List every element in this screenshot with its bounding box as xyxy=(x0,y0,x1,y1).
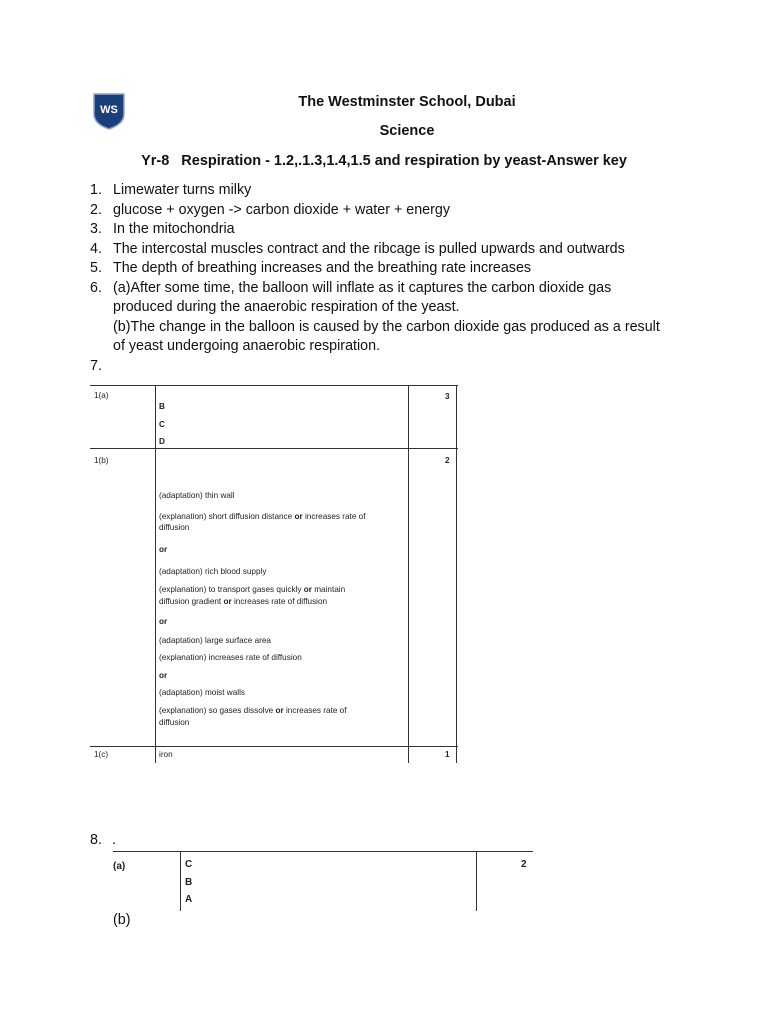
answer-list: 1. Limewater turns milky 2. glucose + oxygen -> carbon dioxide + water + energy 3. In the mitochondria 4. The intercostal muscles contract and the ribcage is pulled upwards and outwards 5. The depth of breathing increases and the breathing rate increases 6. (a)After some time, the balloon will inflate as it captures the carbon dioxide gas produced during the anaerobic respiration of the yeast. (b)The change in the balloon is caused by the carbon dioxide gas produced as a result of yeast undergoing anaerobic respiration. 7. xyxy=(90,181,670,357)
table-rule xyxy=(113,851,533,852)
question-label: 1(c) xyxy=(94,750,109,759)
answer-line: B xyxy=(159,402,165,411)
answer-line: (explanation) increases rate of diffusion xyxy=(159,653,302,662)
or-connector: or xyxy=(159,617,168,626)
answer-line: diffusion gradient or increases rate of diffusion xyxy=(159,597,328,606)
question-label: 1(a) xyxy=(94,391,109,400)
answer-line: (explanation) so gases dissolve or increases rate of xyxy=(159,706,347,715)
mark-scheme-table-q7 xyxy=(90,385,458,763)
question-number: 8. xyxy=(90,832,102,848)
school-name: The Westminster School, Dubai xyxy=(298,94,516,110)
table-rule xyxy=(90,385,458,386)
answer-line: D xyxy=(159,437,165,446)
sub-question-label: (b) xyxy=(113,912,131,928)
answer-line: iron xyxy=(159,750,173,759)
list-item: 3. In the mitochondria xyxy=(90,221,235,237)
list-item: 5. The depth of breathing increases and the breathing rate increases xyxy=(90,260,532,276)
answer-line: A xyxy=(185,894,193,905)
mark-scheme-table-q8 xyxy=(113,851,533,911)
question-label: (a) xyxy=(113,861,126,872)
question-label: 1(b) xyxy=(94,456,109,465)
or-connector: or xyxy=(159,545,168,554)
marks-value: 2 xyxy=(521,859,527,870)
document-title xyxy=(0,153,768,169)
question-dot: . xyxy=(112,832,116,848)
answer-line: (explanation) short diffusion distance or increases rate of xyxy=(159,512,366,521)
list-item: 1. Limewater turns milky xyxy=(90,182,252,198)
title-text: Respiration - 1.2,.1.3,1.4,1.5 and respiration by yeast-Answer key xyxy=(181,153,627,169)
answer-line: B xyxy=(185,877,193,888)
logo-text: WS xyxy=(100,104,118,116)
list-item: 4. The intercostal muscles contract and the ribcage is pulled upwards and outwards xyxy=(90,240,625,257)
list-item: 6. (a)After some time, the balloon will inflate as it captures the carbon dioxide gas produced during the anaerobic respiration of the yeast. xyxy=(90,279,612,315)
answer-line: diffusion xyxy=(159,718,190,727)
answer-line: C xyxy=(159,420,165,429)
answer-line: (explanation) to transport gases quickly or maintain xyxy=(159,585,346,594)
list-item: (b)The change in the balloon is caused by the carbon dioxide gas produced as a result of yeast undergoing anaerobic respiration. xyxy=(113,318,660,354)
table-rule xyxy=(90,746,458,747)
subject-heading: Science xyxy=(379,123,435,139)
answer-line: C xyxy=(185,859,193,870)
answer-line: (adaptation) large surface area xyxy=(159,636,271,645)
answer-line: (adaptation) moist walls xyxy=(159,688,246,697)
answer-line: (adaptation) rich blood supply xyxy=(159,567,267,576)
or-connector: or xyxy=(159,671,168,680)
list-item: 2. glucose + oxygen -> carbon dioxide + water + energy xyxy=(90,201,450,218)
marks-value: 1 xyxy=(445,750,450,759)
answer-line: diffusion xyxy=(159,523,190,532)
marks-value: 2 xyxy=(445,456,450,465)
marks-value: 3 xyxy=(445,392,450,401)
table-rule xyxy=(90,448,458,449)
table-rule xyxy=(456,385,457,763)
answer-line: (adaptation) thin wall xyxy=(159,491,235,500)
table-rule xyxy=(476,851,477,911)
year-label: Yr-8 xyxy=(141,153,170,169)
table-rule xyxy=(180,851,181,911)
table-rule xyxy=(155,385,156,763)
table-rule xyxy=(408,385,409,763)
